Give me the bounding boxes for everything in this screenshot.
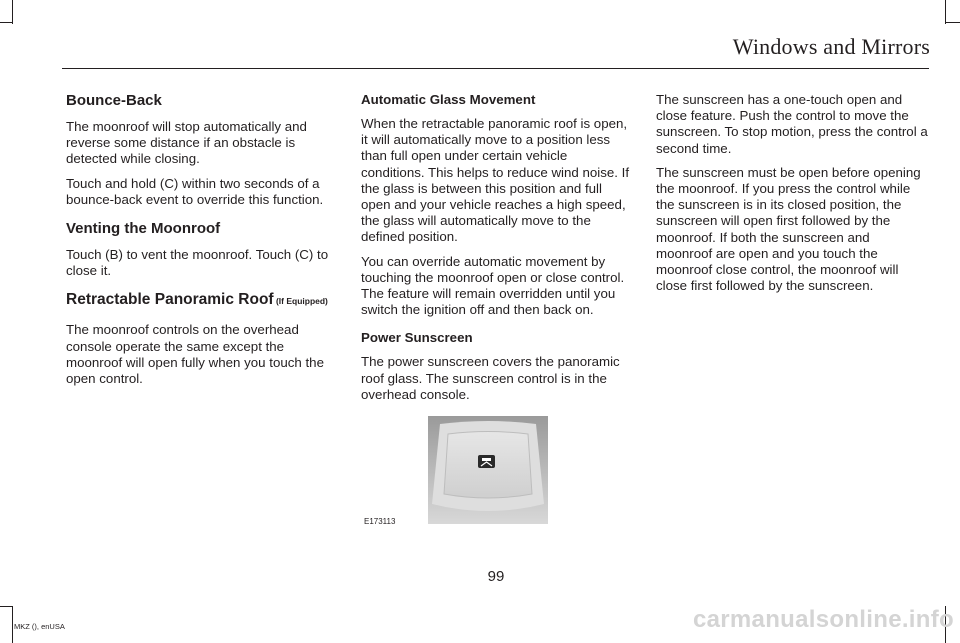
paragraph: You can override automatic movement by touching the moonroof open or close control. The feature will remain overridden until you switch the ignition off and then back on. — [361, 253, 625, 318]
heading-text: Retractable Panoramic Roof — [66, 291, 274, 309]
crop-mark — [0, 606, 12, 607]
crop-mark — [0, 22, 12, 23]
heading-retractable-roof — [66, 291, 338, 310]
crop-mark — [12, 0, 13, 24]
sunscreen-control-figure — [426, 414, 550, 526]
crop-mark — [12, 606, 13, 643]
paragraph: The sunscreen has a one-touch open and close feature. Push the control to move the sunscreen. To stop motion, press the control a second time. — [656, 92, 928, 156]
column-1 — [66, 92, 338, 395]
watermark: carmanualsonline.info — [692, 606, 954, 633]
heading-qualifier: (If Equipped) — [273, 296, 328, 307]
crop-mark — [946, 22, 960, 23]
page-title: Windows and Mirrors — [732, 34, 930, 59]
paragraph: When the retractable panoramic roof is open, it will automatically move to a position less than full open under certain vehicle conditions. This helps to reduce wind noise. If the glass is between this position and full open and your vehicle reaches a high speed, the glass will automatically move to the defined position. — [361, 116, 630, 245]
figure-label: E173113 — [364, 517, 396, 526]
heading-power-sunscreen: Power Sunscreen — [361, 330, 473, 346]
crop-mark — [945, 0, 946, 24]
heading-venting: Venting the Moonroof — [66, 220, 221, 238]
sunscreen-control-icon — [478, 455, 495, 468]
paragraph: The moonroof will stop automatically and reverse some distance if an obstacle is detected while closing. — [66, 119, 307, 167]
column-3 — [656, 92, 928, 302]
paragraph: The sunscreen must be open before opening the moonroof. If you press the control while the sunscreen is in its closed position, the sunscreen will open first followed by the moonroof. If both the sunscreen and moonroof are open and you touch the moonroof close control, the moonroof will close first followed by the sunscreen. — [656, 164, 921, 294]
doc-code: MKZ (), enUSA — [14, 622, 65, 631]
heading-automatic-glass: Automatic Glass Movement — [361, 92, 536, 107]
paragraph: The power sunscreen covers the panoramic roof glass. The sunscreen control is in the overhead console. — [361, 354, 620, 402]
paragraph: Touch and hold (C) within two seconds of a bounce-back event to override this function. — [66, 175, 324, 207]
paragraph: The moonroof controls on the overhead console operate the same except the moonroof will open fully when you touch the open control. — [66, 322, 324, 387]
heading-bounce-back: Bounce-Back — [66, 92, 162, 109]
column-2 — [361, 92, 633, 411]
page-number: 99 — [487, 568, 505, 585]
header-divider — [62, 68, 929, 69]
paragraph: Touch (B) to vent the moonroof. Touch (C) to close it. — [66, 247, 329, 279]
